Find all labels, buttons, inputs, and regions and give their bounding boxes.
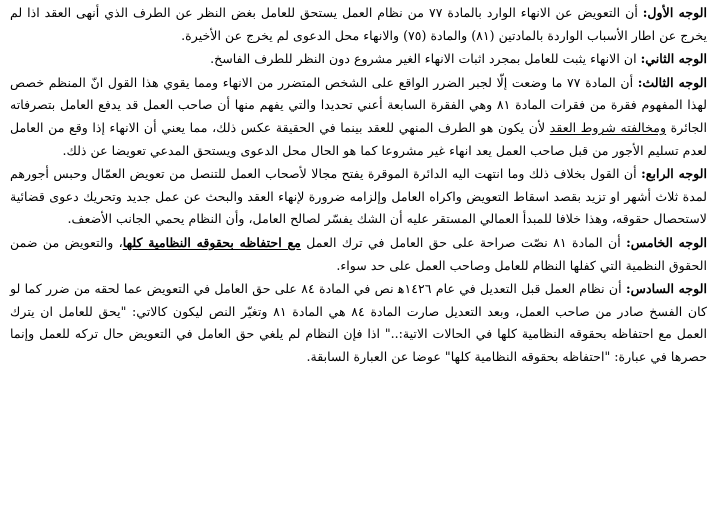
paragraph-fifth-aspect xyxy=(10,232,707,277)
paragraph-sixth-aspect xyxy=(10,278,707,368)
emphasized-phrase: مع احتفاظه بحقوقه النظامية كلها xyxy=(122,234,301,250)
paragraph-text-continued: ، والتعويض من ضمن الحقوق النظمية التي كفلها النظام للعامل وصاحب العمل على حد سواء. xyxy=(10,234,707,273)
paragraph-text: ان الانهاء يثبت للعامل بمجرد اثبات الانهاء الغير مشروع دون النظر للطرف الفاسخ. xyxy=(210,51,641,67)
paragraph-text: أن التعويض عن الانهاء الوارد بالمادة ٧٧ من نظام العمل يستحق للعامل بغض النظر عن الطرف الذي أنهى العقد اذا لم يخرج عن اطار الأسباب الواردة بالمادتين (٨١) والمادة (٧٥) والانهاء محل الدعوى لم يخرج عن الأخيرة. xyxy=(10,5,707,43)
paragraph-label: الوجه السادس: xyxy=(625,281,707,297)
paragraph-text: أن القول بخلاف ذلك وما انتهت اليه الدائرة الموقرة يفتح مجالا لأصحاب العمل للتنصل من تعويض العمّال وحبس أجورهم لمدة ثلاث أشهر او تزيد بقصد اسقاط التعويض واكراه العامل وإلزامه ضرورة لإنهاء العقد والبحث عن عمل جديد وتحريك دعوى قضائية لاستحصال حقوقه، وهذا خلافا للمبدأ العمالي المستقر عليه أن الشك يفسّر لصالح العامل، وأن النظام يحمي الجانب الأضعف. xyxy=(10,166,707,227)
paragraph-text: أن المادة ٨١ نصّت صراحة على حق العامل في ترك العمل xyxy=(300,234,627,250)
paragraph-text: أن المادة ٧٧ ما وضعت إلّا لجبر الضرر الواقع على الشخص المتضرر من الانهاء ومما يقوي هذا القول انّ المنظم خصص لهذا المفهوم فقرة من فقرات المادة ٨١ وهي الفقرة السابعة أعني تحديدا والتي يفهم منها أن صاحب العمل قد يدفع العامل بتصرفاته الجائرة xyxy=(10,74,708,135)
paragraph-label: الوجه الثاني: xyxy=(640,51,707,67)
paragraph-text: أن نظام العمل قبل التعديل في عام ١٤٢٦ﻫ نص في المادة ٨٤ على حق العامل في التعويض عما لحقه من ضرر كما لو كان الفسخ صادر من صاحب العمل، وبعد التعديل صارت المادة ٨٤ هي المادة ٨١ وتغيّر النص ليكون كالاتي: "يحق للعامل ان يترك العمل مع احتفاظه بحقوقه النظامية كلها في الحالات الاتية:.." اذا فإن النظام لم يلغي حق العامل في التعويض حال تركه للعمل وإنما حصرها في عبارة: "احتفاظه بحقوقه النظامية كلها" عوضا عن العبارة السابقة. xyxy=(10,281,708,364)
paragraph-second-aspect xyxy=(10,48,707,71)
paragraph-label: الوجه الخامس: xyxy=(626,234,707,250)
paragraph-third-aspect xyxy=(10,72,707,162)
paragraph-label: الوجه الثالث: xyxy=(637,74,707,90)
paragraph-label: الوجه الرابع: xyxy=(641,166,707,182)
paragraph-text-continued: لأن يكون هو الطرف المنهي للعقد بينما في الحقيقة عكس ذلك، مما يعني أن الانهاء إذا وقع من العامل لعدم تسليم الأجور من قبل صاحب العمل يعد انهاء غير مشروعا كما هو الحال محل الدعوى ويستحق المدعي تعويضا عن ذلك. xyxy=(10,119,707,158)
paragraph-first-aspect xyxy=(10,2,707,47)
paragraph-fourth-aspect xyxy=(10,163,707,231)
underlined-phrase: ومخالفته شروط العقد xyxy=(549,119,667,135)
paragraph-label: الوجه الأول: xyxy=(642,5,708,20)
